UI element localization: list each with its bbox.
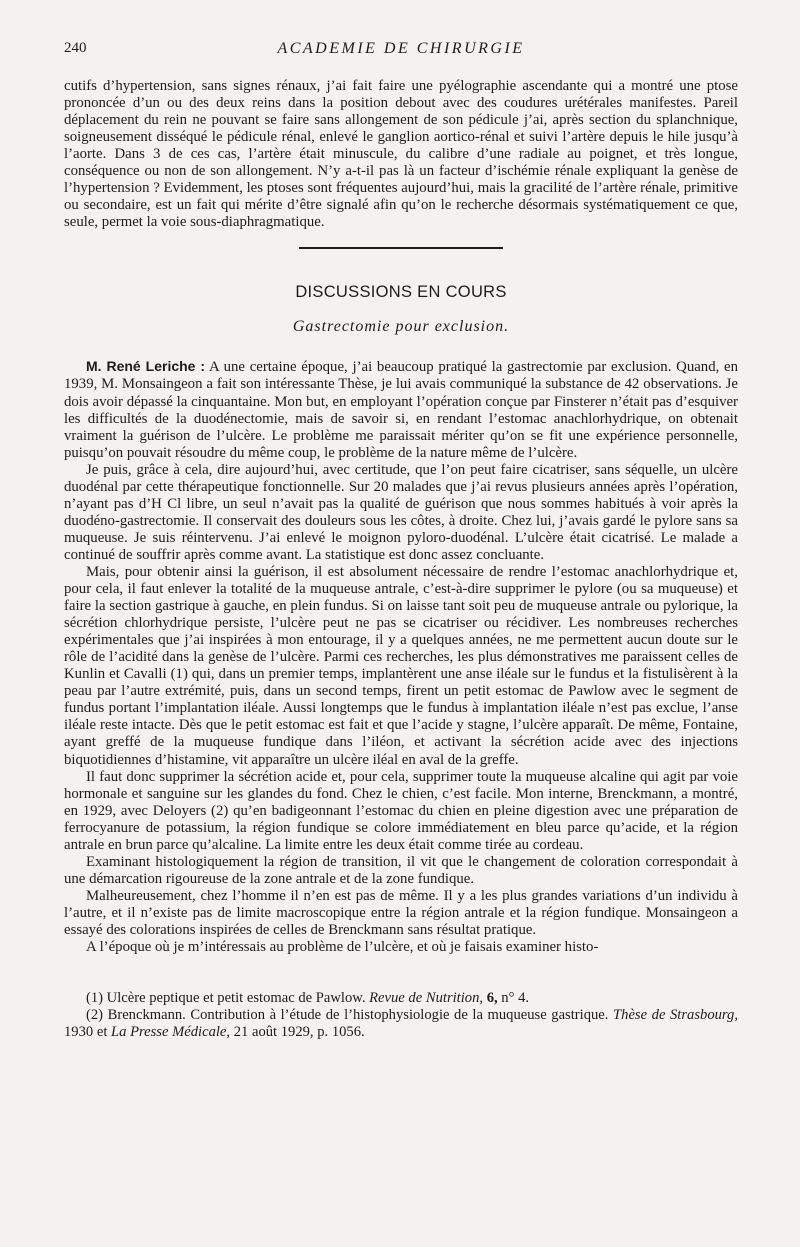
running-head <box>64 40 738 62</box>
footnotes <box>64 990 738 1041</box>
discussion-paragraph <box>64 358 738 461</box>
footnote-source: Thèse de Strasbourg, <box>613 1007 738 1024</box>
discussion-paragraph: A l’époque où je m’intéressais au problème de l’ulcère, et où je faisais examiner histo- <box>86 939 599 956</box>
journal-title: ACADEMIE DE CHIRURGIE <box>277 40 525 57</box>
footnote-volume: 6, <box>486 990 498 1007</box>
document-page <box>64 40 738 1041</box>
discussion-paragraph: Mais, pour obtenir ainsi la guérison, il est absolument nécessaire de rendre l’estomac anachlorhydrique et, pour cela, il faut enlever la totalité de la muqueuse antrale, c’est-à-dire supprimer le pylore (ou sa muqueuse) et faire la section gastrique à gauche, en plein fundus. Si on laisse tant soit peu de muqueuse antrale ou pylorique, la sécrétion chlorhydrique persiste, l’ulcère peut ne pas se cicatriser ou récidiver. Les nombreuses recherches expérimentales que j’ai inspirées à mon entourage, il y a quelques années, ne me permettent aucun doute sur le rôle de l’acidité dans la genèse de l’ulcère. Parmi ces recherches, les plus démonstratives me paraissent celles de Kunlin et Cavalli (1) qui, dans un premier temps, implantèrent une anse iléale sur le fundus et la fistulisèrent à la peau par l’autre extrémité, puis, dans un second temps, firent un petit estomac de Pawlow avec le segment de fundus portant l’implantation iléale. Aussi longtemps que le fundus à implantation iléale n’est pas exclue, l’anse iléale reste intacte. Dès que le petit estomac est fait et que l’acide y stagne, l’ulcère apparaît. De même, Fontaine, ayant greffé de la muqueuse fundique dans l’iléon, et activant la sécrétion acide avec des injections biquotidiennes d’histamine, vit apparaître un ulcère iléal en aval de la greffe. <box>64 563 738 768</box>
discussion-paragraph: Malheureusement, chez l’homme il n’en est pas de même. Il y a les plus grandes variations d’un individu à l’autre, et il n’existe pas de limite macroscopique entre la région antrale et la région fundique. Monsaingeon a essayé des colorations inspirées de celles de Brenckmann sans résultat pratique. <box>64 887 738 938</box>
speaker-name: M. René Leriche : <box>86 358 206 375</box>
footnote-text: 21 août 1929, p. 1056. <box>233 1024 365 1041</box>
opening-paragraph: cutifs d’hypertension, sans signes rénaux, j’ai fait faire une pyélographie ascendante qui a montré une ptose prononcée d’un ou des deux reins dans la position debout avec des coudures urétérales manifestes. Pareil déplacement du rein ne pouvant se faire sans allongement de son pédicule j’ai, après section du splanchnique, soigneusement disséqué le pédicule rénal, enlevé le ganglion aortico-rénal et suivi l’artère depuis le hile jusqu’à l’aorte. Dans 3 de ces cas, l’artère était minuscule, du calibre d’une radiale au poignet, et très longue, conséquence ou non de son allongement. N’y a-t-il pas là un facteur d’ischémie rénale expliquant la genèse de l’hypertension ? Evidemment, les ptoses sont fréquentes aujourd’hui, mais la gracilité de l’artère rénale, primitive ou secondaire, est un fait qui mérite d’être signalé afin qu’on le recherche désormais systématiquement ce que, seule, permet la voie sous-diaphragmatique. <box>64 78 738 231</box>
footnote-text: n° 4. <box>501 990 530 1007</box>
footnote-text: 1930 et <box>64 1024 108 1041</box>
footnote-2 <box>64 1007 738 1041</box>
footnote-1 <box>64 990 738 1007</box>
paragraph-text: A une certaine époque, j’ai beaucoup pratiqué la gastrectomie par exclusion. Quand, en 1939, M. Monsaingeon a fait son intéressante Thèse, je lui avais communiqué la substance de 42 observations. Je dois avoir dépassé la cinquantaine. Mon but, en employant l’opération conçue par Finsterer n’était pas d’esquiver les difficultés de la duodénectomie, mais de savoir si, en rendant l’estomac anachlorhydrique, on obtenait vraiment la guérison de l’ulcère. Le problème me paraissait mériter qu’on se fit une expérience personnelle, puisqu’on pouvait résoudre du même coup, le problème de la nature même de l’ulcère. <box>64 359 739 461</box>
section-heading: DISCUSSIONS EN COURS <box>295 283 507 302</box>
page-number: 240 <box>64 40 87 56</box>
footnote-text: (2) Brenckmann. Contribution à l’étude de l’histophysiologie de la muqueuse gastrique. <box>86 1007 609 1024</box>
footnote-source: La Presse Médicale, <box>111 1024 231 1041</box>
discussion-paragraph: Examinant histologiquement la région de transition, il vit que le changement de coloration correspondait à une démarcation rigoureuse de la zone antrale et de la zone fundique. <box>64 853 738 887</box>
discussion-paragraph: Je puis, grâce à cela, dire aujourd’hui, avec certitude, que l’on peut faire cicatriser, sans séquelle, un ulcère duodénal par cette thérapeutique fonctionnelle. Sur 20 malades que j’ai revus plusieurs années après l’opération, n’ayant pas d’H Cl libre, un seul n’avait pas la qualité de guérison que nous sommes habitués à voir après la duodéno-gastrectomie. Il conservait des douleurs sous les côtes, à droite. Chez lui, j’avais gardé le pylore sans sa muqueuse. Je suis réintervenu. J’ai enlevé le moignon pyloro-duodénal. L’ulcère était cicatrisé. Le malade a continué de souffrir après comme avant. La statistique est donc assez concluante. <box>64 461 738 563</box>
footnote-text: (1) Ulcère peptique et petit estomac de Pawlow. <box>86 990 366 1007</box>
discussion-paragraph: Il faut donc supprimer la sécrétion acide et, pour cela, supprimer toute la muqueuse alcaline qui agit par voie hormonale et sanguine sur les glandes du fond. Chez le chien, c’est facile. Mon interne, Brenckmann, a montré, en 1929, avec Deloyers (2) qu’en badigeonnant l’estomac du chien en pleine digestion avec une préparation de ferrocyanure de potassium, la région fundique se colore immédiatement en bleu parce qu’acide, et la région antrale en brun parce qu’alcaline. La limite entre les deux était comme tirée au cordeau. <box>64 768 738 853</box>
footnote-source: Revue de Nutrition, <box>369 990 484 1007</box>
section-divider <box>299 247 503 249</box>
body-text <box>64 78 738 231</box>
discussion-text <box>64 358 738 956</box>
subsection-heading: Gastrectomie pour exclusion. <box>292 318 510 336</box>
